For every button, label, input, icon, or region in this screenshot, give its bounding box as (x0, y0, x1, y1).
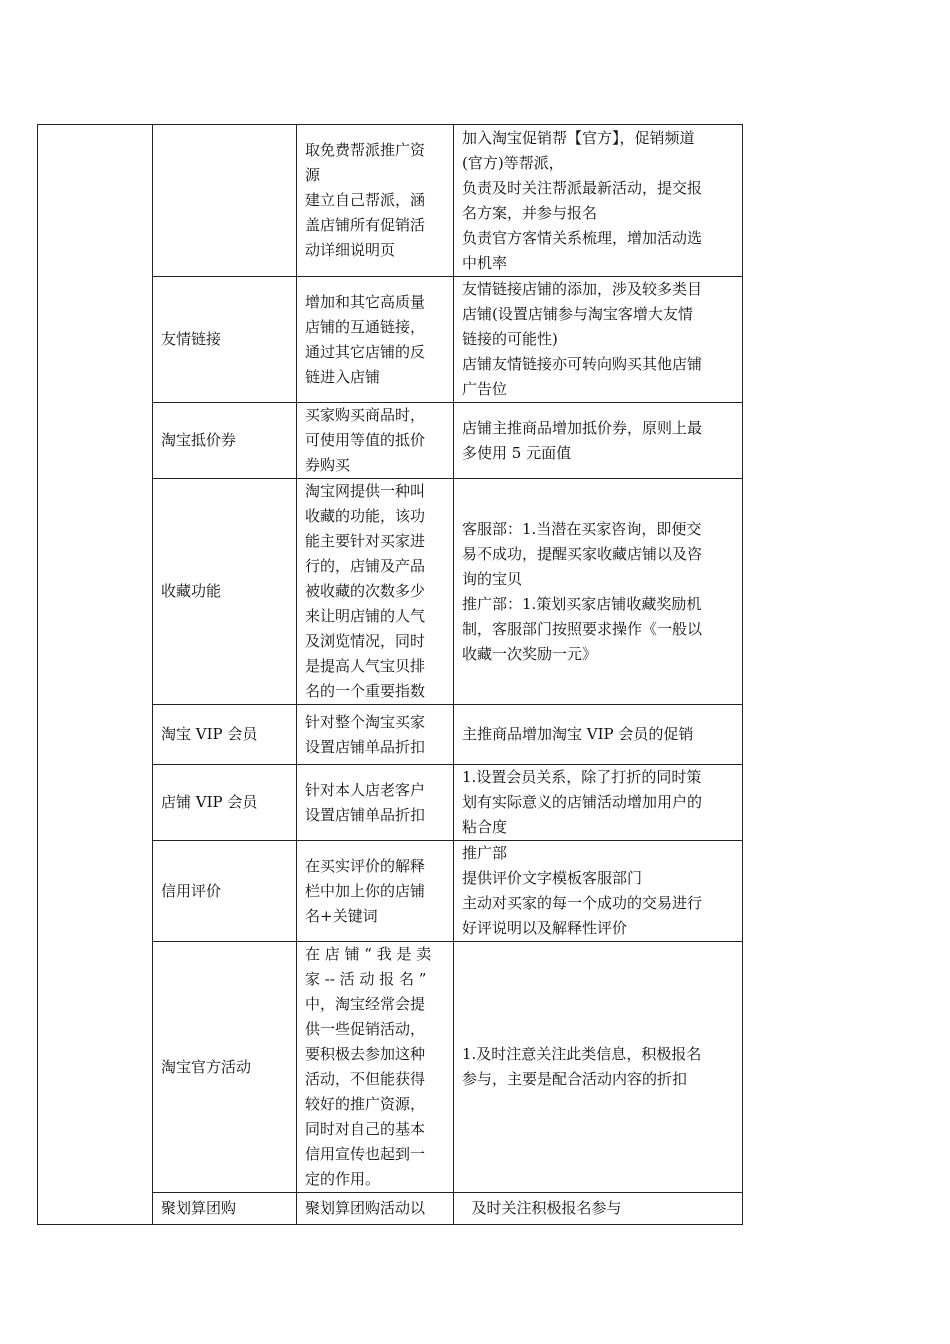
promotion-action-cell (454, 277, 743, 403)
promotion-table (37, 124, 743, 1225)
promotion-name: 友情链接 (161, 330, 222, 348)
promotion-name-cell (153, 277, 297, 403)
description-line: 在 店 铺 “ 我 是 卖 (305, 945, 432, 963)
action-line: 提供评价文字模板客服部门 (462, 869, 643, 887)
promotion-action-cell (454, 942, 743, 1193)
promotion-name-cell (153, 1193, 297, 1225)
promotion-name: 信用评价 (161, 881, 222, 900)
action-line: 主动对买家的每一个成功的交易进行 (462, 894, 703, 912)
promotion-name-cell (153, 479, 297, 705)
description-line: 设置店铺单品折扣 (305, 805, 426, 824)
promotion-action-cell (454, 1193, 743, 1225)
action-line: 客服部：1.当潜在买家咨询，即便交 (462, 519, 702, 538)
promotion-action-cell (454, 841, 743, 942)
description-line: 建立自己帮派，涵 (305, 191, 426, 209)
promotion-description-cell (297, 403, 454, 479)
promotion-name-cell (153, 841, 297, 942)
description-line: 源 (305, 166, 321, 184)
action-line: 划有实际意义的店铺活动增加用户的 (462, 793, 703, 811)
action-line: 推广部 (462, 844, 508, 862)
description-line: 针对本人店老客户 (305, 780, 426, 799)
description-line: 供一些促销活动， (305, 1020, 426, 1038)
action-line: 及时关注积极报名参与 (462, 1199, 622, 1217)
action-line: 1.及时注意关注此类信息，积极报名 (462, 1045, 702, 1063)
description-line: 定的作用。 (305, 1170, 381, 1188)
promotion-description-cell (297, 277, 454, 403)
action-line: 链接的可能性) (462, 330, 558, 348)
action-line: 加入淘宝促销帮【官方】，促销频道 (462, 128, 695, 147)
promotion-description-cell (297, 1193, 454, 1225)
action-line: 店铺友情链接亦可转向购买其他店铺 (462, 355, 703, 373)
description-line: 设置店铺单品折扣 (305, 737, 426, 756)
description-line: 行的，店铺及产品 (305, 557, 426, 575)
description-line: 增加和其它高质量 (305, 292, 426, 311)
promotion-action-cell (454, 705, 743, 765)
action-line: 负责及时关注帮派最新活动，提交报 (462, 178, 703, 197)
description-line: 链进入店铺 (305, 367, 381, 386)
promotion-action-cell (454, 479, 743, 705)
action-line: 好评说明以及解释性评价 (462, 919, 628, 937)
action-line: 粘合度 (462, 818, 508, 836)
action-line: (官方)等帮派， (462, 153, 564, 172)
description-line: 同时对自己的基本 (305, 1120, 426, 1138)
table-body (38, 125, 743, 1225)
description-line: 及浏览情况，同时 (305, 632, 426, 650)
description-line: 家 -- 活 动 报 名 ” (305, 970, 427, 988)
promotion-description-cell (297, 841, 454, 942)
description-line: 可使用等值的抵价 (305, 431, 426, 449)
description-line: 淘宝网提供一种叫 (305, 482, 426, 500)
description-line: 中，淘宝经常会提 (305, 995, 426, 1013)
description-line: 券购买 (305, 456, 351, 474)
description-line: 通过其它店铺的反 (305, 342, 426, 361)
action-line: 易不成功，提醒买家收藏店铺以及咨 (462, 544, 703, 563)
action-line: 制，客服部门按照要求操作《一般以 (462, 619, 703, 638)
action-line: 收藏一次奖励一元》 (462, 644, 598, 663)
description-line: 名的一个重要指数 (305, 682, 426, 700)
description-line: 要积极去参加这种 (305, 1045, 426, 1063)
description-line: 买家购买商品时， (305, 406, 426, 424)
action-line: 广告位 (462, 380, 508, 398)
promotion-name-cell (153, 705, 297, 765)
promotion-description-cell (297, 125, 454, 277)
description-line: 是提高人气宝贝排 (305, 657, 426, 675)
description-line: 取免费帮派推广资 (305, 141, 426, 159)
description-line: 动详细说明页 (305, 241, 396, 259)
action-line: 主推商品增加淘宝 VIP 会员的促销 (462, 725, 694, 743)
promotion-name-cell (153, 403, 297, 479)
promotion-name-cell (153, 125, 297, 277)
promotion-action-cell (454, 403, 743, 479)
action-line: 多使用 5 元面值 (462, 443, 572, 462)
promotion-name: 淘宝抵价券 (161, 431, 237, 449)
description-line: 收藏的功能，该功 (305, 507, 426, 525)
action-line: 参与，主要是配合活动内容的折扣 (462, 1070, 688, 1088)
promotion-description-cell (297, 705, 454, 765)
action-line: 店铺(设置店铺参与淘宝客增大友情 (462, 305, 693, 323)
promotion-action-cell (454, 125, 743, 277)
action-line: 中机率 (462, 253, 508, 272)
promotion-description-cell (297, 942, 454, 1193)
description-line: 信用宣传也起到一 (305, 1145, 426, 1163)
description-line: 名+关键词 (305, 906, 378, 925)
action-line: 询的宝贝 (462, 569, 523, 588)
promotion-name: 淘宝 VIP 会员 (161, 725, 258, 743)
description-line: 聚划算团购活动以 (305, 1199, 426, 1217)
description-line: 活动，不但能获得 (305, 1070, 426, 1088)
action-line: 推广部：1.策划买家店铺收藏奖励机 (462, 594, 702, 613)
action-line: 店铺主推商品增加抵价券，原则上最 (462, 418, 703, 437)
promotion-description-cell (297, 479, 454, 705)
table-row (38, 125, 743, 277)
promotion-name-cell (153, 765, 297, 841)
action-line: 1.设置会员关系，除了打折的同时策 (462, 768, 702, 786)
promotion-name: 店铺 VIP 会员 (161, 793, 258, 811)
promotion-name: 淘宝官方活动 (161, 1057, 252, 1076)
description-line: 针对整个淘宝买家 (305, 712, 426, 731)
promotion-name: 收藏功能 (161, 582, 222, 600)
promotion-name: 聚划算团购 (161, 1199, 237, 1217)
promotion-description-cell (297, 765, 454, 841)
promotion-name-cell (153, 942, 297, 1193)
description-line: 来让明店铺的人气 (305, 607, 426, 625)
description-line: 较好的推广资源， (305, 1095, 426, 1113)
action-line: 负责官方客情关系梳理，增加活动选 (462, 228, 703, 247)
description-line: 盖店铺所有促销活 (305, 216, 426, 234)
left-merged-cell (38, 125, 153, 1225)
action-line: 友情链接店铺的添加，涉及较多类目 (462, 280, 703, 298)
promotion-action-cell (454, 765, 743, 841)
description-line: 在买实评价的解释 (305, 856, 426, 875)
description-line: 被收藏的次数多少 (305, 582, 426, 600)
action-line: 名方案，并参与报名 (462, 203, 598, 222)
description-line: 店铺的互通链接， (305, 317, 426, 336)
description-line: 栏中加上你的店铺 (305, 881, 426, 900)
description-line: 能主要针对买家进 (305, 532, 426, 550)
